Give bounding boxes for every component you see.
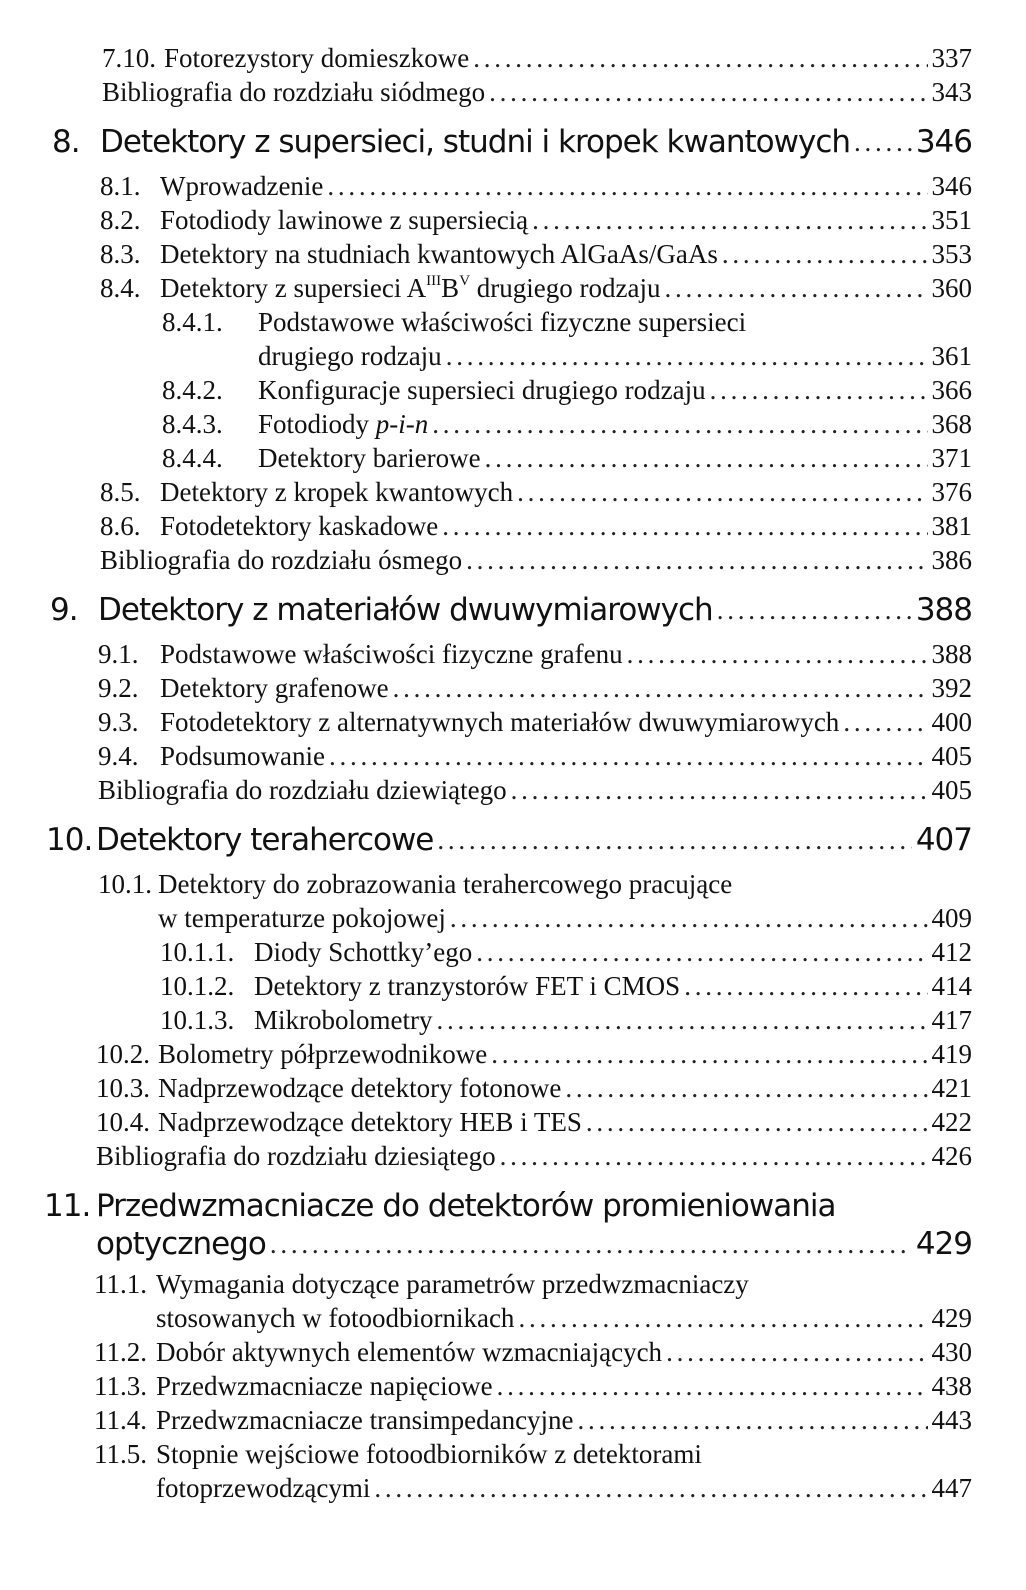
entry-number: 9.1. bbox=[98, 639, 139, 669]
leader-dots bbox=[500, 1140, 928, 1172]
entry-page: 443 bbox=[931, 1405, 972, 1435]
entry-number: 10.1.1. bbox=[160, 937, 235, 967]
entry-title: Detektory grafenowe bbox=[160, 673, 389, 703]
title-italic: p-i-n bbox=[375, 409, 429, 439]
entry-title: Detektory do zobrazowania terahercowego pracujące bbox=[158, 869, 733, 899]
entry-title: Detektory barierowe bbox=[258, 443, 481, 473]
leader-dots bbox=[710, 374, 928, 406]
entry-page: 360 bbox=[931, 273, 972, 303]
chapter-title: Detektory z materiałów dwuwymiarowych bbox=[98, 592, 713, 628]
entry-title-cont: w temperaturze pokojowej bbox=[158, 903, 446, 933]
toc-entry[interactable] bbox=[162, 374, 972, 406]
toc-entry-line1[interactable] bbox=[94, 1268, 749, 1300]
entry-title-cont: drugiego rodzaju bbox=[258, 341, 442, 371]
leader-dots bbox=[489, 76, 927, 108]
entry-title: Bibliografia do rozdziału dziewiątego bbox=[98, 775, 507, 805]
toc-entry[interactable] bbox=[96, 1038, 972, 1070]
leader-dots bbox=[511, 774, 928, 806]
entry-page: 366 bbox=[931, 375, 972, 405]
entry-page: 351 bbox=[931, 205, 972, 235]
toc-entry-line2[interactable] bbox=[258, 340, 972, 372]
leader-dots bbox=[517, 476, 927, 508]
entry-page: 417 bbox=[931, 1005, 972, 1035]
chapter-page: 346 bbox=[915, 124, 972, 160]
chapter-page: 388 bbox=[915, 592, 972, 628]
leader-dots bbox=[586, 1106, 928, 1138]
chapter-title: Detektory terahercowe bbox=[96, 822, 434, 858]
entry-number: 10.1.2. bbox=[160, 971, 235, 1001]
entry-title: Nadprzewodzące detektory fotonowe bbox=[158, 1073, 562, 1103]
entry-title: Fotodetektory kaskadowe bbox=[160, 511, 439, 541]
entry-page: 409 bbox=[931, 903, 972, 933]
toc-entry-line2[interactable] bbox=[156, 1472, 972, 1504]
toc-entry-line1[interactable] bbox=[94, 1438, 702, 1470]
entry-number: 11.3. bbox=[94, 1371, 147, 1401]
toc-entry-line1[interactable] bbox=[98, 868, 732, 900]
toc-entry[interactable] bbox=[96, 1106, 972, 1138]
entry-title: Stopnie wejściowe fotoodbiorników z detektorami bbox=[156, 1439, 702, 1469]
entry-number: 8.4.4. bbox=[162, 443, 223, 473]
entry-title: Detektory z tranzystorów FET i CMOS bbox=[254, 971, 681, 1001]
entry-number: 8.3. bbox=[100, 239, 141, 269]
entry-title: Nadprzewodzące detektory HEB i TES bbox=[158, 1107, 582, 1137]
chapter-title: Detektory z supersieci, studni i kropek kwantowych bbox=[100, 124, 851, 160]
entry-page: 376 bbox=[931, 477, 972, 507]
entry-page: 388 bbox=[931, 639, 972, 669]
leader-dots bbox=[627, 638, 928, 670]
toc-chapter-8[interactable] bbox=[52, 124, 972, 160]
entry-title bbox=[160, 272, 660, 304]
toc-entry[interactable] bbox=[100, 476, 972, 508]
entry-number: 10.3. bbox=[96, 1073, 150, 1103]
leader-dots bbox=[497, 1370, 928, 1402]
toc-entry-bibliography[interactable] bbox=[102, 76, 972, 108]
leader-dots bbox=[450, 902, 928, 934]
toc-chapter-9[interactable] bbox=[50, 592, 972, 628]
chapter-number: 10. bbox=[46, 822, 93, 858]
entry-number: 7.10. bbox=[102, 43, 156, 73]
toc-entry[interactable] bbox=[100, 238, 972, 270]
toc-entry[interactable] bbox=[160, 970, 972, 1002]
leader-dots bbox=[432, 408, 927, 440]
entry-number: 9.2. bbox=[98, 673, 139, 703]
toc-entry[interactable] bbox=[98, 638, 972, 670]
entry-title bbox=[258, 408, 428, 440]
entry-title: Bolometry półprzewodnikowe bbox=[158, 1039, 488, 1069]
leader-dots bbox=[532, 204, 927, 236]
entry-number: 11.1. bbox=[94, 1269, 147, 1299]
entry-number: 10.1.3. bbox=[160, 1005, 235, 1035]
leader-dots bbox=[270, 1226, 912, 1262]
entry-title: Bibliografia do rozdziału dziesiątego bbox=[96, 1141, 496, 1171]
leader-dots bbox=[442, 510, 927, 542]
superscript: V bbox=[459, 273, 471, 289]
chapter-title: Przedwzmacniacze do detektorów promieniowania bbox=[96, 1188, 836, 1224]
entry-page: 400 bbox=[931, 707, 972, 737]
entry-title: Bibliografia do rozdziału siódmego bbox=[102, 77, 486, 107]
entry-title: Przedwzmacniacze transimpedancyjne bbox=[156, 1405, 574, 1435]
entry-number: 8.4.1. bbox=[162, 307, 223, 337]
entry-page: 426 bbox=[931, 1141, 972, 1171]
toc-chapter-11-line2[interactable] bbox=[96, 1226, 972, 1262]
toc-entry[interactable] bbox=[102, 42, 972, 74]
toc-entry[interactable] bbox=[94, 1370, 972, 1402]
entry-number: 8.4.2. bbox=[162, 375, 223, 405]
entry-number: 11.2. bbox=[94, 1337, 147, 1367]
entry-number: 8.6. bbox=[100, 511, 141, 541]
chapter-title-cont: optycznego bbox=[96, 1226, 266, 1262]
entry-number: 8.5. bbox=[100, 477, 141, 507]
entry-page: 422 bbox=[931, 1107, 972, 1137]
entry-title: Konfiguracje supersieci drugiego rodzaju bbox=[258, 375, 706, 405]
leader-dots bbox=[518, 1302, 927, 1334]
toc-entry[interactable] bbox=[100, 510, 972, 542]
title-part: Detektory z supersieci A bbox=[160, 273, 427, 303]
leader-dots bbox=[466, 544, 927, 576]
entry-page: 337 bbox=[931, 43, 972, 73]
entry-page: 392 bbox=[931, 673, 972, 703]
leader-dots bbox=[491, 1038, 927, 1070]
leader-dots bbox=[565, 1072, 927, 1104]
entry-page: 419 bbox=[931, 1039, 972, 1069]
leader-dots bbox=[854, 124, 912, 160]
leader-dots bbox=[393, 672, 928, 704]
entry-title: Przedwzmacniacze napięciowe bbox=[156, 1371, 493, 1401]
toc-entry[interactable] bbox=[160, 1004, 972, 1036]
entry-page: 438 bbox=[931, 1371, 972, 1401]
entry-number: 8.1. bbox=[100, 171, 141, 201]
toc-entry[interactable] bbox=[98, 672, 972, 704]
entry-title: Fotodetektory z alternatywnych materiałów dwuwymiarowych bbox=[160, 707, 840, 737]
toc-entry[interactable] bbox=[100, 170, 972, 202]
toc-entry[interactable] bbox=[96, 1072, 972, 1104]
entry-page: 386 bbox=[931, 545, 972, 575]
entry-page: 381 bbox=[931, 511, 972, 541]
entry-page: 368 bbox=[931, 409, 972, 439]
chapter-number: 8. bbox=[52, 124, 80, 160]
entry-page: 430 bbox=[931, 1337, 972, 1367]
entry-page: 447 bbox=[931, 1473, 972, 1503]
entry-page: 429 bbox=[931, 1303, 972, 1333]
chapter-page: 429 bbox=[915, 1226, 972, 1262]
entry-title: Wprowadzenie bbox=[160, 171, 324, 201]
toc-entry[interactable] bbox=[100, 272, 972, 304]
leader-dots bbox=[446, 340, 928, 372]
leader-dots bbox=[666, 1336, 927, 1368]
entry-title-cont: fotoprzewodzącymi bbox=[156, 1473, 371, 1503]
entry-page: 346 bbox=[931, 171, 972, 201]
entry-title: Podstawowe właściwości fizyczne grafenu bbox=[160, 639, 623, 669]
entry-title: Detektory na studniach kwantowych AlGaAs/GaAs bbox=[160, 239, 718, 269]
leader-dots bbox=[374, 1472, 927, 1504]
toc-chapter-10[interactable] bbox=[46, 822, 972, 858]
leader-dots bbox=[436, 1004, 927, 1036]
toc-entry[interactable] bbox=[94, 1336, 972, 1368]
entry-number: 10.4. bbox=[96, 1107, 150, 1137]
entry-number: 8.4. bbox=[100, 273, 141, 303]
title-part: B bbox=[441, 273, 460, 303]
leader-dots bbox=[684, 970, 927, 1002]
entry-page: 353 bbox=[931, 239, 972, 269]
toc-entry-bibliography[interactable] bbox=[100, 544, 972, 576]
entry-title: Mikrobolometry bbox=[254, 1005, 433, 1035]
entry-title: Podstawowe właściwości fizyczne supersieci bbox=[258, 307, 747, 337]
leader-dots bbox=[843, 706, 927, 738]
entry-number: 8.4.3. bbox=[162, 409, 223, 439]
leader-dots bbox=[664, 272, 927, 304]
leader-dots bbox=[437, 822, 911, 858]
entry-number: 9.4. bbox=[98, 741, 139, 771]
entry-number: 10.1. bbox=[98, 869, 152, 899]
leader-dots bbox=[473, 42, 927, 74]
toc-entry-line1[interactable] bbox=[162, 306, 746, 338]
entry-title: Fotodiody lawinowe z supersiecią bbox=[160, 205, 529, 235]
toc-entry-line2[interactable] bbox=[158, 902, 972, 934]
title-part: Fotodiody bbox=[258, 409, 376, 439]
leader-dots bbox=[329, 740, 928, 772]
entry-page: 371 bbox=[931, 443, 972, 473]
entry-page: 405 bbox=[931, 741, 972, 771]
toc-entry[interactable] bbox=[94, 1404, 972, 1436]
entry-number: 8.2. bbox=[100, 205, 141, 235]
toc-entry[interactable] bbox=[162, 408, 972, 440]
chapter-number: 11. bbox=[44, 1188, 91, 1224]
entry-page: 412 bbox=[931, 937, 972, 967]
chapter-page: 407 bbox=[915, 822, 972, 858]
toc-entry[interactable] bbox=[160, 936, 972, 968]
toc-chapter-11-line1[interactable] bbox=[44, 1188, 836, 1224]
entry-number: 9.3. bbox=[98, 707, 139, 737]
leader-dots bbox=[722, 238, 928, 270]
entry-title: Dobór aktywnych elementów wzmacniających bbox=[156, 1337, 663, 1367]
leader-dots bbox=[485, 442, 928, 474]
toc-entry[interactable] bbox=[100, 204, 972, 236]
entry-title: Diody Schottky’ego bbox=[254, 937, 473, 967]
toc-entry-bibliography[interactable] bbox=[98, 774, 972, 806]
entry-number: 11.5. bbox=[94, 1439, 147, 1469]
toc-entry-line2[interactable] bbox=[156, 1302, 972, 1334]
entry-title: Podsumowanie bbox=[160, 741, 325, 771]
title-part: drugiego rodzaju bbox=[470, 273, 661, 303]
entry-page: 361 bbox=[931, 341, 972, 371]
toc-entry[interactable] bbox=[162, 442, 972, 474]
leader-dots bbox=[476, 936, 927, 968]
entry-title: Wymagania dotyczące parametrów przedwzmacniaczy bbox=[156, 1269, 749, 1299]
entry-title: Bibliografia do rozdziału ósmego bbox=[100, 545, 463, 575]
entry-number: 11.4. bbox=[94, 1405, 147, 1435]
entry-page: 421 bbox=[931, 1073, 972, 1103]
toc-entry[interactable] bbox=[98, 740, 972, 772]
entry-title: Detektory z kropek kwantowych bbox=[160, 477, 514, 507]
chapter-number: 9. bbox=[50, 592, 78, 628]
entry-page: 414 bbox=[931, 971, 972, 1001]
superscript: III bbox=[426, 273, 442, 289]
leader-dots bbox=[327, 170, 927, 202]
toc-entry-bibliography[interactable] bbox=[96, 1140, 972, 1172]
toc-entry[interactable] bbox=[98, 706, 972, 738]
entry-page: 405 bbox=[931, 775, 972, 805]
entry-title: Fotorezystory domieszkowe bbox=[164, 43, 470, 73]
entry-title-cont: stosowanych w fotoodbiornikach bbox=[156, 1303, 515, 1333]
leader-dots bbox=[578, 1404, 928, 1436]
leader-dots bbox=[717, 592, 912, 628]
entry-number: 10.2. bbox=[96, 1039, 150, 1069]
entry-page: 343 bbox=[931, 77, 972, 107]
